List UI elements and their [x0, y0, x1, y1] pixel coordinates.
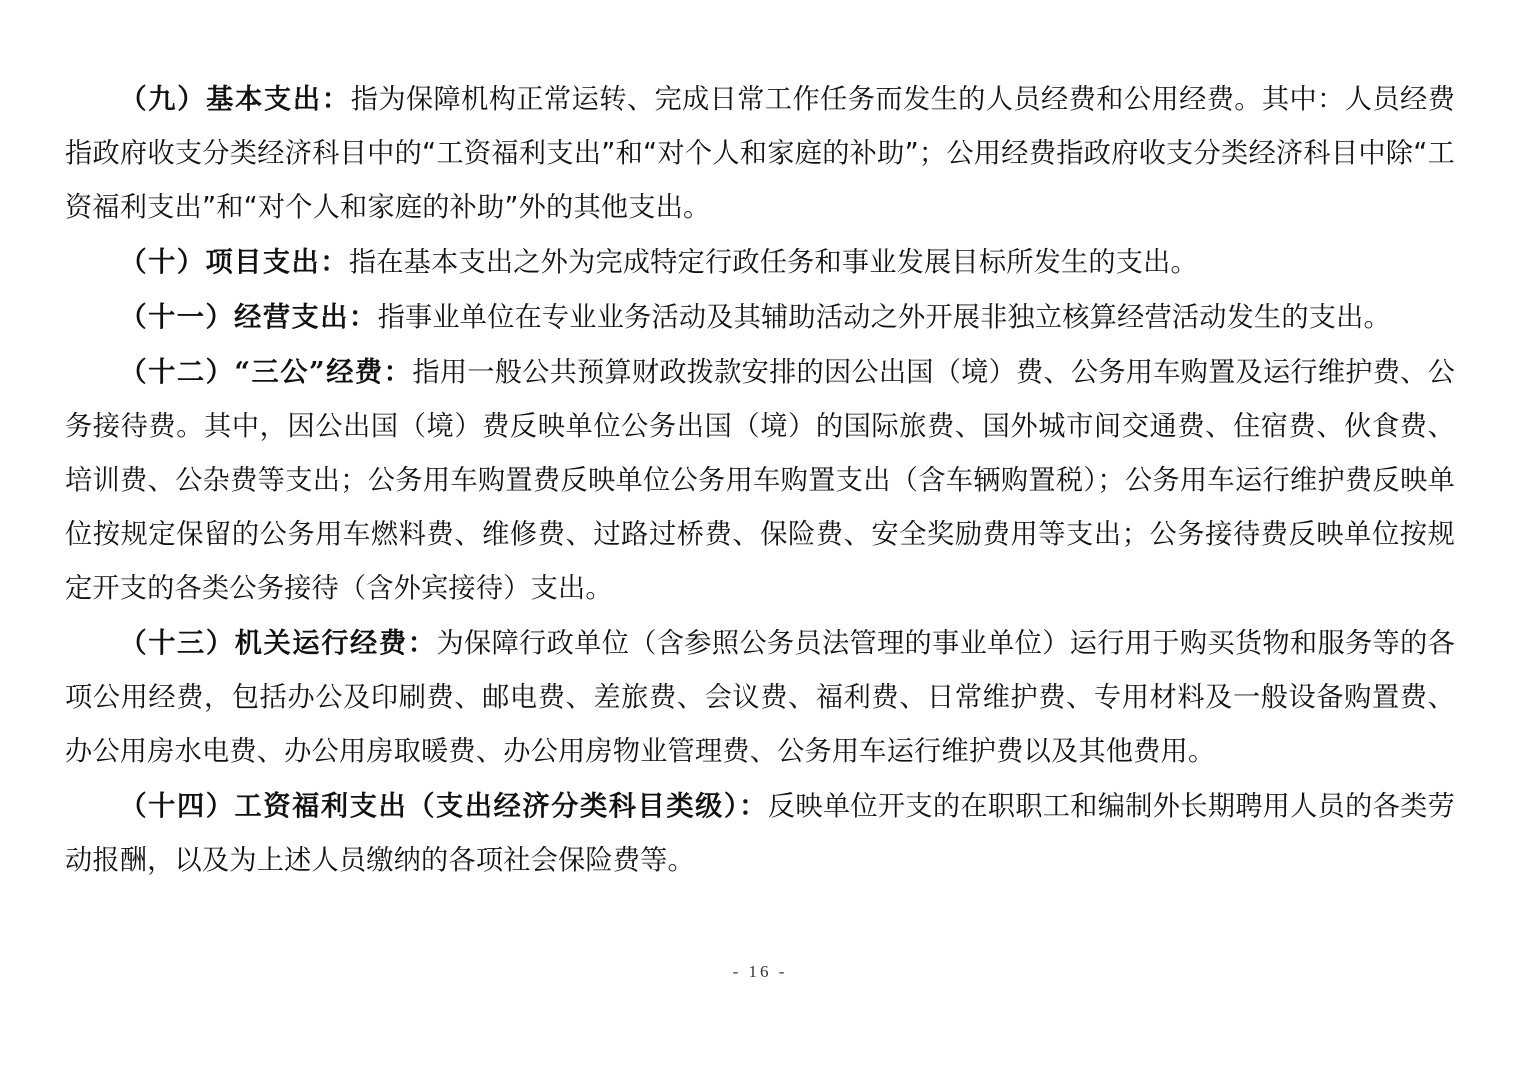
page-number: - 16 -	[732, 962, 788, 981]
paragraph-project-expenditure	[65, 235, 1455, 290]
paragraph-agency-operating-funds	[65, 616, 1455, 779]
paragraph-body: 指在基本支出之外为完成特定行政任务和事业发展目标所发生的支出。	[348, 247, 1198, 278]
term-heading: （十一）经营支出：	[119, 301, 378, 333]
paragraph-body: 反映单位开支的在职职工和编制外长期聘用人员的各类劳动报酬，以及为上述人员缴纳的各项社会保险费等。	[65, 791, 1455, 876]
paragraph-salary-welfare-expenditure	[65, 779, 1455, 888]
paragraph-body: 指用一般公共预算财政拨款安排的因公出国（境）费、公务用车购置及运行维护费、公务接待费。其中，因公出国（境）费反映单位公务出国（境）的国际旅费、国外城市间交通费、住宿费、伙食费、培训费、公杂费等支出；公务用车购置费反映单位公务用车购置支出（含车辆购置税）；公务用车运行维护费反映单位按规定保留的公务用车燃料费、维修费、过路过桥费、保险费、安全奖励费用等支出；公务接待费反映单位按规定开支的各类公务接待（含外宾接待）支出。	[65, 357, 1456, 604]
paragraph-body: 为保障行政单位（含参照公务员法管理的事业单位）运行用于购买货物和服务等的各项公用经费，包括办公及印刷费、邮电费、差旅费、会议费、福利费、日常维护费、专用材料及一般设备购置费、办公用房水电费、办公用房取暖费、办公用房物业管理费、公务用车运行维护费以及其他费用。	[65, 628, 1455, 767]
term-heading: （十二）“三公”经费：	[119, 356, 413, 388]
paragraph-body: 指事业单位在专业业务活动及其辅助活动之外开展非独立核算经营活动发生的支出。	[377, 302, 1391, 333]
paragraph-three-public-expenses	[65, 345, 1455, 616]
term-heading: （九）基本支出：	[119, 83, 351, 115]
term-heading: （十三）机关运行经费：	[119, 627, 437, 659]
document-page	[65, 72, 1455, 888]
paragraph-body: 指为保障机构正常运转、完成日常工作任务而发生的人员经费和公用经费。其中：人员经费指政府收支分类经济科目中的“工资福利支出”和“对个人和家庭的补助”；公用经费指政府收支分类经济科目中除“工资福利支出”和“对个人和家庭的补助”外的其他支出。	[65, 84, 1455, 223]
paragraph-operating-expenditure	[65, 290, 1455, 345]
term-heading: （十四）工资福利支出（支出经济分类科目类级）：	[119, 790, 768, 822]
term-heading: （十）项目支出：	[119, 246, 349, 278]
paragraph-basic-expenditure	[65, 72, 1455, 235]
